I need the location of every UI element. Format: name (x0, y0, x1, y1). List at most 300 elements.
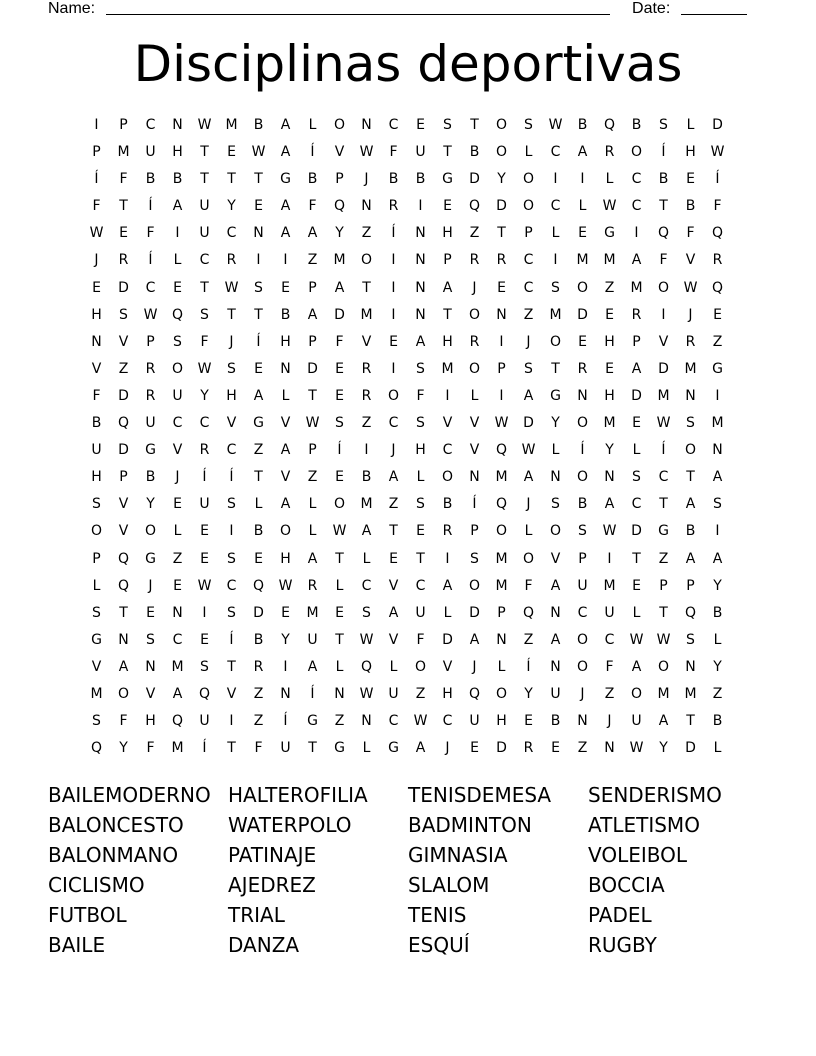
grid-letter[interactable]: Q (171, 713, 184, 730)
grid-letter[interactable]: N (415, 279, 426, 296)
grid-letter[interactable]: I (661, 306, 666, 323)
grid-letter[interactable]: T (497, 225, 506, 242)
grid-letter[interactable]: A (172, 685, 183, 702)
grid-letter[interactable]: N (577, 713, 588, 730)
grid-letter[interactable]: E (335, 360, 344, 377)
grid-letter[interactable]: Í (229, 631, 234, 648)
grid-letter[interactable]: A (280, 144, 291, 161)
grid-letter[interactable]: A (604, 496, 615, 513)
grid-letter[interactable]: C (388, 713, 399, 730)
grid-letter[interactable]: N (415, 225, 426, 242)
grid-letter[interactable]: I (202, 604, 207, 621)
grid-letter[interactable]: A (280, 442, 291, 459)
grid-letter[interactable]: T (659, 198, 668, 215)
grid-letter[interactable]: E (524, 713, 533, 730)
grid-letter[interactable]: Q (711, 225, 724, 242)
grid-letter[interactable]: T (686, 713, 695, 730)
grid-letter[interactable]: W (602, 198, 617, 215)
grid-letter[interactable]: L (335, 577, 344, 594)
grid-letter[interactable]: I (499, 333, 504, 350)
grid-letter[interactable]: A (523, 469, 534, 486)
grid-letter[interactable]: O (576, 415, 589, 432)
grid-letter[interactable]: Q (252, 577, 265, 594)
grid-letter[interactable]: I (175, 225, 180, 242)
grid-letter[interactable]: W (548, 117, 563, 133)
grid-letter[interactable]: L (605, 171, 614, 188)
grid-letter[interactable]: V (361, 333, 372, 350)
grid-letter[interactable]: G (712, 360, 723, 377)
grid-letter[interactable]: J (229, 333, 234, 350)
grid-letter[interactable]: S (551, 496, 560, 513)
grid-letter[interactable]: C (604, 631, 615, 648)
grid-letter[interactable]: T (686, 469, 695, 486)
grid-letter[interactable]: U (199, 198, 210, 215)
grid-letter[interactable]: P (119, 469, 128, 486)
grid-letter[interactable]: I (607, 550, 612, 567)
grid-letter[interactable]: O (90, 523, 103, 540)
grid-letter[interactable]: R (388, 198, 399, 215)
grid-letter[interactable]: Í (715, 171, 720, 188)
grid-letter[interactable]: O (576, 631, 589, 648)
grid-letter[interactable]: I (499, 387, 504, 404)
grid-letter[interactable]: P (632, 333, 641, 350)
grid-letter[interactable]: U (280, 740, 291, 757)
grid-letter[interactable]: U (550, 685, 561, 702)
grid-letter[interactable]: Q (711, 279, 724, 296)
grid-letter[interactable]: Q (603, 117, 616, 133)
grid-letter[interactable]: V (172, 442, 183, 459)
grid-letter[interactable]: C (550, 198, 561, 215)
grid-letter[interactable]: Q (468, 198, 481, 215)
grid-letter[interactable]: F (389, 144, 398, 161)
grid-letter[interactable]: T (254, 171, 263, 188)
grid-letter[interactable]: V (91, 360, 102, 377)
grid-letter[interactable]: S (659, 117, 668, 133)
grid-letter[interactable]: V (145, 685, 156, 702)
grid-letter[interactable]: F (524, 577, 533, 594)
grid-letter[interactable]: L (308, 523, 317, 540)
grid-letter[interactable]: N (550, 658, 561, 675)
grid-letter[interactable]: M (495, 550, 508, 567)
grid-letter[interactable]: Z (577, 740, 588, 757)
grid-letter[interactable]: Z (253, 685, 264, 702)
grid-letter[interactable]: Í (526, 658, 531, 675)
grid-letter[interactable]: L (524, 144, 533, 161)
grid-letter[interactable]: B (253, 631, 264, 648)
grid-letter[interactable]: E (389, 333, 398, 350)
grid-letter[interactable]: Í (229, 469, 234, 486)
grid-letter[interactable]: B (253, 523, 264, 540)
grid-letter[interactable]: N (577, 387, 588, 404)
grid-letter[interactable]: T (200, 144, 209, 161)
grid-letter[interactable]: A (307, 225, 318, 242)
grid-letter[interactable]: C (226, 442, 237, 459)
grid-letter[interactable]: Q (468, 685, 481, 702)
grid-letter[interactable]: M (495, 577, 508, 594)
grid-letter[interactable]: D (712, 117, 723, 133)
grid-letter[interactable]: M (225, 117, 238, 133)
grid-letter[interactable]: E (200, 550, 209, 567)
grid-letter[interactable]: G (658, 523, 669, 540)
grid-letter[interactable]: W (305, 415, 320, 432)
grid-letter[interactable]: J (472, 279, 477, 296)
grid-letter[interactable]: B (712, 713, 723, 730)
grid-letter[interactable]: D (307, 360, 318, 377)
grid-letter[interactable]: Z (307, 469, 318, 486)
grid-letter[interactable]: E (173, 279, 182, 296)
grid-letter[interactable]: B (442, 496, 453, 513)
grid-letter[interactable]: T (362, 279, 371, 296)
grid-letter[interactable]: L (686, 117, 695, 133)
grid-letter[interactable]: N (118, 631, 129, 648)
grid-letter[interactable]: W (494, 415, 509, 432)
grid-letter[interactable]: J (526, 333, 531, 350)
grid-letter[interactable]: H (280, 333, 291, 350)
grid-letter[interactable]: L (470, 387, 479, 404)
grid-letter[interactable]: N (685, 387, 696, 404)
grid-letter[interactable]: S (146, 631, 155, 648)
grid-letter[interactable]: R (118, 252, 129, 269)
grid-letter[interactable]: T (470, 117, 479, 133)
grid-letter[interactable]: D (118, 387, 129, 404)
grid-letter[interactable]: C (388, 117, 399, 133)
grid-letter[interactable]: B (361, 469, 372, 486)
grid-letter[interactable]: M (171, 740, 184, 757)
grid-letter[interactable]: I (283, 252, 288, 269)
grid-letter[interactable]: O (495, 144, 508, 161)
grid-letter[interactable]: O (576, 469, 589, 486)
grid-letter[interactable]: Q (684, 604, 697, 621)
grid-letter[interactable]: C (523, 252, 534, 269)
grid-letter[interactable]: E (632, 577, 641, 594)
grid-letter[interactable]: V (442, 658, 453, 675)
grid-letter[interactable]: D (334, 306, 345, 323)
grid-letter[interactable]: O (279, 523, 292, 540)
grid-letter[interactable]: B (577, 496, 588, 513)
grid-letter[interactable]: S (416, 415, 425, 432)
grid-letter[interactable]: U (199, 496, 210, 513)
grid-letter[interactable]: P (119, 117, 128, 133)
grid-letter[interactable]: E (227, 144, 236, 161)
grid-letter[interactable]: I (391, 306, 396, 323)
grid-letter[interactable]: W (224, 279, 239, 296)
grid-letter[interactable]: G (334, 740, 345, 757)
grid-letter[interactable]: H (415, 442, 426, 459)
grid-letter[interactable]: Í (202, 740, 207, 757)
grid-letter[interactable]: Z (415, 685, 426, 702)
grid-letter[interactable]: G (307, 713, 318, 730)
grid-letter[interactable]: C (577, 604, 588, 621)
grid-letter[interactable]: P (335, 171, 344, 188)
grid-letter[interactable]: U (604, 604, 615, 621)
grid-letter[interactable]: S (686, 415, 695, 432)
grid-letter[interactable]: Z (388, 496, 399, 513)
grid-letter[interactable]: M (603, 252, 616, 269)
grid-letter[interactable]: Q (117, 577, 130, 594)
grid-letter[interactable]: J (148, 577, 153, 594)
grid-letter[interactable]: H (280, 550, 291, 567)
grid-letter[interactable]: S (200, 306, 209, 323)
grid-letter[interactable]: C (388, 415, 399, 432)
grid-letter[interactable]: A (361, 523, 372, 540)
grid-letter[interactable]: S (119, 306, 128, 323)
grid-letter[interactable]: V (550, 550, 561, 567)
grid-letter[interactable]: E (686, 171, 695, 188)
grid-letter[interactable]: E (119, 225, 128, 242)
grid-letter[interactable]: J (94, 252, 99, 269)
grid-letter[interactable]: A (280, 117, 291, 133)
grid-letter[interactable]: B (577, 117, 588, 133)
grid-letter[interactable]: M (657, 685, 670, 702)
grid-letter[interactable]: Í (310, 685, 315, 702)
grid-letter[interactable]: B (550, 713, 561, 730)
grid-letter[interactable]: B (685, 198, 696, 215)
grid-letter[interactable]: B (712, 604, 723, 621)
grid-letter[interactable]: S (443, 117, 452, 133)
grid-letter[interactable]: I (715, 523, 720, 540)
grid-letter[interactable]: T (389, 523, 398, 540)
grid-letter[interactable]: R (442, 523, 453, 540)
grid-letter[interactable]: L (254, 496, 263, 513)
grid-letter[interactable]: N (604, 740, 615, 757)
grid-letter[interactable]: O (495, 685, 508, 702)
grid-letter[interactable]: H (91, 469, 102, 486)
grid-letter[interactable]: M (684, 360, 697, 377)
grid-letter[interactable]: F (254, 740, 263, 757)
grid-letter[interactable]: I (391, 279, 396, 296)
grid-letter[interactable]: A (388, 469, 399, 486)
grid-letter[interactable]: D (685, 740, 696, 757)
grid-letter[interactable]: Í (337, 442, 342, 459)
grid-letter[interactable]: B (388, 171, 399, 188)
grid-letter[interactable]: E (632, 415, 641, 432)
grid-letter[interactable]: N (172, 117, 183, 133)
grid-letter[interactable]: Z (253, 713, 264, 730)
grid-letter[interactable]: D (442, 631, 453, 648)
grid-letter[interactable]: E (173, 577, 182, 594)
grid-letter[interactable]: E (578, 225, 587, 242)
grid-letter[interactable]: W (602, 523, 617, 540)
grid-letter[interactable]: S (578, 523, 587, 540)
grid-letter[interactable]: L (524, 523, 533, 540)
grid-letter[interactable]: F (335, 333, 344, 350)
grid-letter[interactable]: H (226, 387, 237, 404)
grid-letter[interactable]: M (360, 496, 373, 513)
grid-letter[interactable]: Q (495, 496, 508, 513)
grid-letter[interactable]: A (631, 360, 642, 377)
grid-letter[interactable]: A (415, 333, 426, 350)
grid-letter[interactable]: C (172, 631, 183, 648)
grid-letter[interactable]: M (306, 604, 319, 621)
grid-letter[interactable]: D (496, 740, 507, 757)
grid-letter[interactable]: E (281, 604, 290, 621)
grid-letter[interactable]: Í (580, 442, 585, 459)
grid-letter[interactable]: H (442, 685, 453, 702)
grid-letter[interactable]: Q (198, 685, 211, 702)
grid-letter[interactable]: O (495, 523, 508, 540)
grid-letter[interactable]: M (576, 252, 589, 269)
grid-letter[interactable]: F (146, 740, 155, 757)
grid-letter[interactable]: T (254, 469, 263, 486)
grid-letter[interactable]: S (632, 469, 641, 486)
grid-letter[interactable]: T (659, 604, 668, 621)
grid-letter[interactable]: Q (333, 198, 346, 215)
grid-letter[interactable]: Í (391, 225, 396, 242)
grid-letter[interactable]: F (146, 225, 155, 242)
grid-letter[interactable]: I (229, 523, 234, 540)
grid-letter[interactable]: A (685, 496, 696, 513)
grid-letter[interactable]: O (522, 198, 535, 215)
grid-letter[interactable]: V (118, 333, 129, 350)
grid-letter[interactable]: E (200, 523, 209, 540)
grid-letter[interactable]: T (227, 740, 236, 757)
grid-letter[interactable]: O (441, 469, 454, 486)
grid-letter[interactable]: P (470, 523, 479, 540)
grid-letter[interactable]: C (631, 171, 642, 188)
grid-letter[interactable]: Z (604, 685, 615, 702)
grid-letter[interactable]: B (145, 469, 156, 486)
grid-letter[interactable]: W (359, 144, 374, 161)
grid-letter[interactable]: N (361, 713, 372, 730)
grid-letter[interactable]: A (550, 631, 561, 648)
grid-letter[interactable]: E (605, 360, 614, 377)
grid-letter[interactable]: A (631, 658, 642, 675)
grid-letter[interactable]: B (685, 523, 696, 540)
grid-letter[interactable]: E (200, 631, 209, 648)
grid-letter[interactable]: E (254, 198, 263, 215)
grid-letter[interactable]: S (173, 333, 182, 350)
grid-letter[interactable]: A (280, 496, 291, 513)
grid-letter[interactable]: E (497, 279, 506, 296)
grid-letter[interactable]: H (496, 713, 507, 730)
grid-letter[interactable]: L (632, 442, 641, 459)
grid-letter[interactable]: E (416, 523, 425, 540)
grid-letter[interactable]: B (172, 171, 183, 188)
grid-letter[interactable]: L (335, 658, 344, 675)
grid-letter[interactable]: S (227, 496, 236, 513)
grid-letter[interactable]: N (280, 360, 291, 377)
grid-letter[interactable]: O (576, 658, 589, 675)
grid-letter[interactable]: C (172, 415, 183, 432)
grid-letter[interactable]: C (361, 577, 372, 594)
grid-letter[interactable]: H (442, 225, 453, 242)
grid-letter[interactable]: T (308, 387, 317, 404)
grid-letter[interactable]: U (199, 713, 210, 730)
grid-letter[interactable]: G (388, 740, 399, 757)
grid-letter[interactable]: U (199, 225, 210, 242)
grid-letter[interactable]: L (362, 550, 371, 567)
grid-letter[interactable]: C (145, 117, 156, 133)
grid-letter[interactable]: W (197, 360, 212, 377)
grid-letter[interactable]: Í (310, 144, 315, 161)
grid-letter[interactable]: O (144, 523, 157, 540)
grid-letter[interactable]: A (469, 631, 480, 648)
grid-letter[interactable]: P (578, 550, 587, 567)
grid-letter[interactable]: Q (171, 306, 184, 323)
grid-letter[interactable]: O (684, 442, 697, 459)
grid-letter[interactable]: M (441, 360, 454, 377)
grid-letter[interactable]: C (658, 469, 669, 486)
grid-letter[interactable]: W (251, 144, 266, 161)
grid-letter[interactable]: M (711, 415, 724, 432)
grid-letter[interactable]: I (445, 387, 450, 404)
grid-letter[interactable]: U (307, 631, 318, 648)
grid-letter[interactable]: Í (94, 171, 99, 188)
grid-letter[interactable]: W (332, 523, 347, 540)
grid-letter[interactable]: U (145, 415, 156, 432)
grid-letter[interactable]: V (91, 658, 102, 675)
grid-letter[interactable]: V (226, 685, 237, 702)
grid-letter[interactable]: C (199, 415, 210, 432)
grid-letter[interactable]: F (308, 198, 317, 215)
grid-letter[interactable]: Z (172, 550, 183, 567)
grid-letter[interactable]: V (658, 333, 669, 350)
grid-letter[interactable]: L (443, 604, 452, 621)
grid-letter[interactable]: V (388, 577, 399, 594)
grid-letter[interactable]: S (254, 279, 263, 296)
grid-letter[interactable]: T (200, 171, 209, 188)
grid-letter[interactable]: E (443, 198, 452, 215)
grid-letter[interactable]: F (119, 713, 128, 730)
grid-letter[interactable]: A (712, 469, 723, 486)
grid-letter[interactable]: M (657, 387, 670, 404)
grid-letter[interactable]: H (172, 144, 183, 161)
grid-letter[interactable]: E (335, 387, 344, 404)
grid-letter[interactable]: Q (657, 225, 670, 242)
grid-letter[interactable]: A (658, 713, 669, 730)
grid-letter[interactable]: I (634, 225, 639, 242)
grid-letter[interactable]: R (577, 360, 588, 377)
grid-letter[interactable]: E (254, 360, 263, 377)
grid-letter[interactable]: I (364, 442, 369, 459)
grid-letter[interactable]: C (199, 252, 210, 269)
grid-letter[interactable]: W (629, 740, 644, 757)
grid-letter[interactable]: Q (117, 415, 130, 432)
grid-letter[interactable]: O (549, 523, 562, 540)
grid-letter[interactable]: T (119, 604, 128, 621)
grid-letter[interactable]: F (92, 387, 101, 404)
grid-letter[interactable]: Y (146, 496, 155, 513)
grid-letter[interactable]: U (415, 604, 426, 621)
grid-letter[interactable]: I (418, 198, 423, 215)
grid-letter[interactable]: N (415, 252, 426, 269)
grid-letter[interactable]: N (685, 658, 696, 675)
grid-letter[interactable]: P (308, 333, 317, 350)
grid-letter[interactable]: R (361, 360, 372, 377)
grid-letter[interactable]: J (580, 685, 585, 702)
grid-letter[interactable]: W (656, 415, 671, 432)
grid-letter[interactable]: Y (335, 225, 344, 242)
grid-letter[interactable]: M (117, 144, 130, 161)
grid-letter[interactable]: B (415, 171, 426, 188)
grid-letter[interactable]: R (469, 333, 480, 350)
grid-letter[interactable]: L (389, 658, 398, 675)
grid-letter[interactable]: O (630, 685, 643, 702)
grid-letter[interactable]: W (710, 144, 725, 161)
grid-letter[interactable]: N (550, 604, 561, 621)
grid-letter[interactable]: O (468, 306, 481, 323)
grid-letter[interactable]: Y (200, 387, 209, 404)
grid-letter[interactable]: A (280, 225, 291, 242)
grid-letter[interactable]: S (227, 550, 236, 567)
grid-letter[interactable]: D (523, 415, 534, 432)
grid-letter[interactable]: Z (361, 225, 372, 242)
grid-letter[interactable]: J (175, 469, 180, 486)
grid-letter[interactable]: Y (713, 658, 722, 675)
grid-letter[interactable]: J (445, 740, 450, 757)
grid-letter[interactable]: N (469, 469, 480, 486)
grid-letter[interactable]: Í (661, 144, 666, 161)
